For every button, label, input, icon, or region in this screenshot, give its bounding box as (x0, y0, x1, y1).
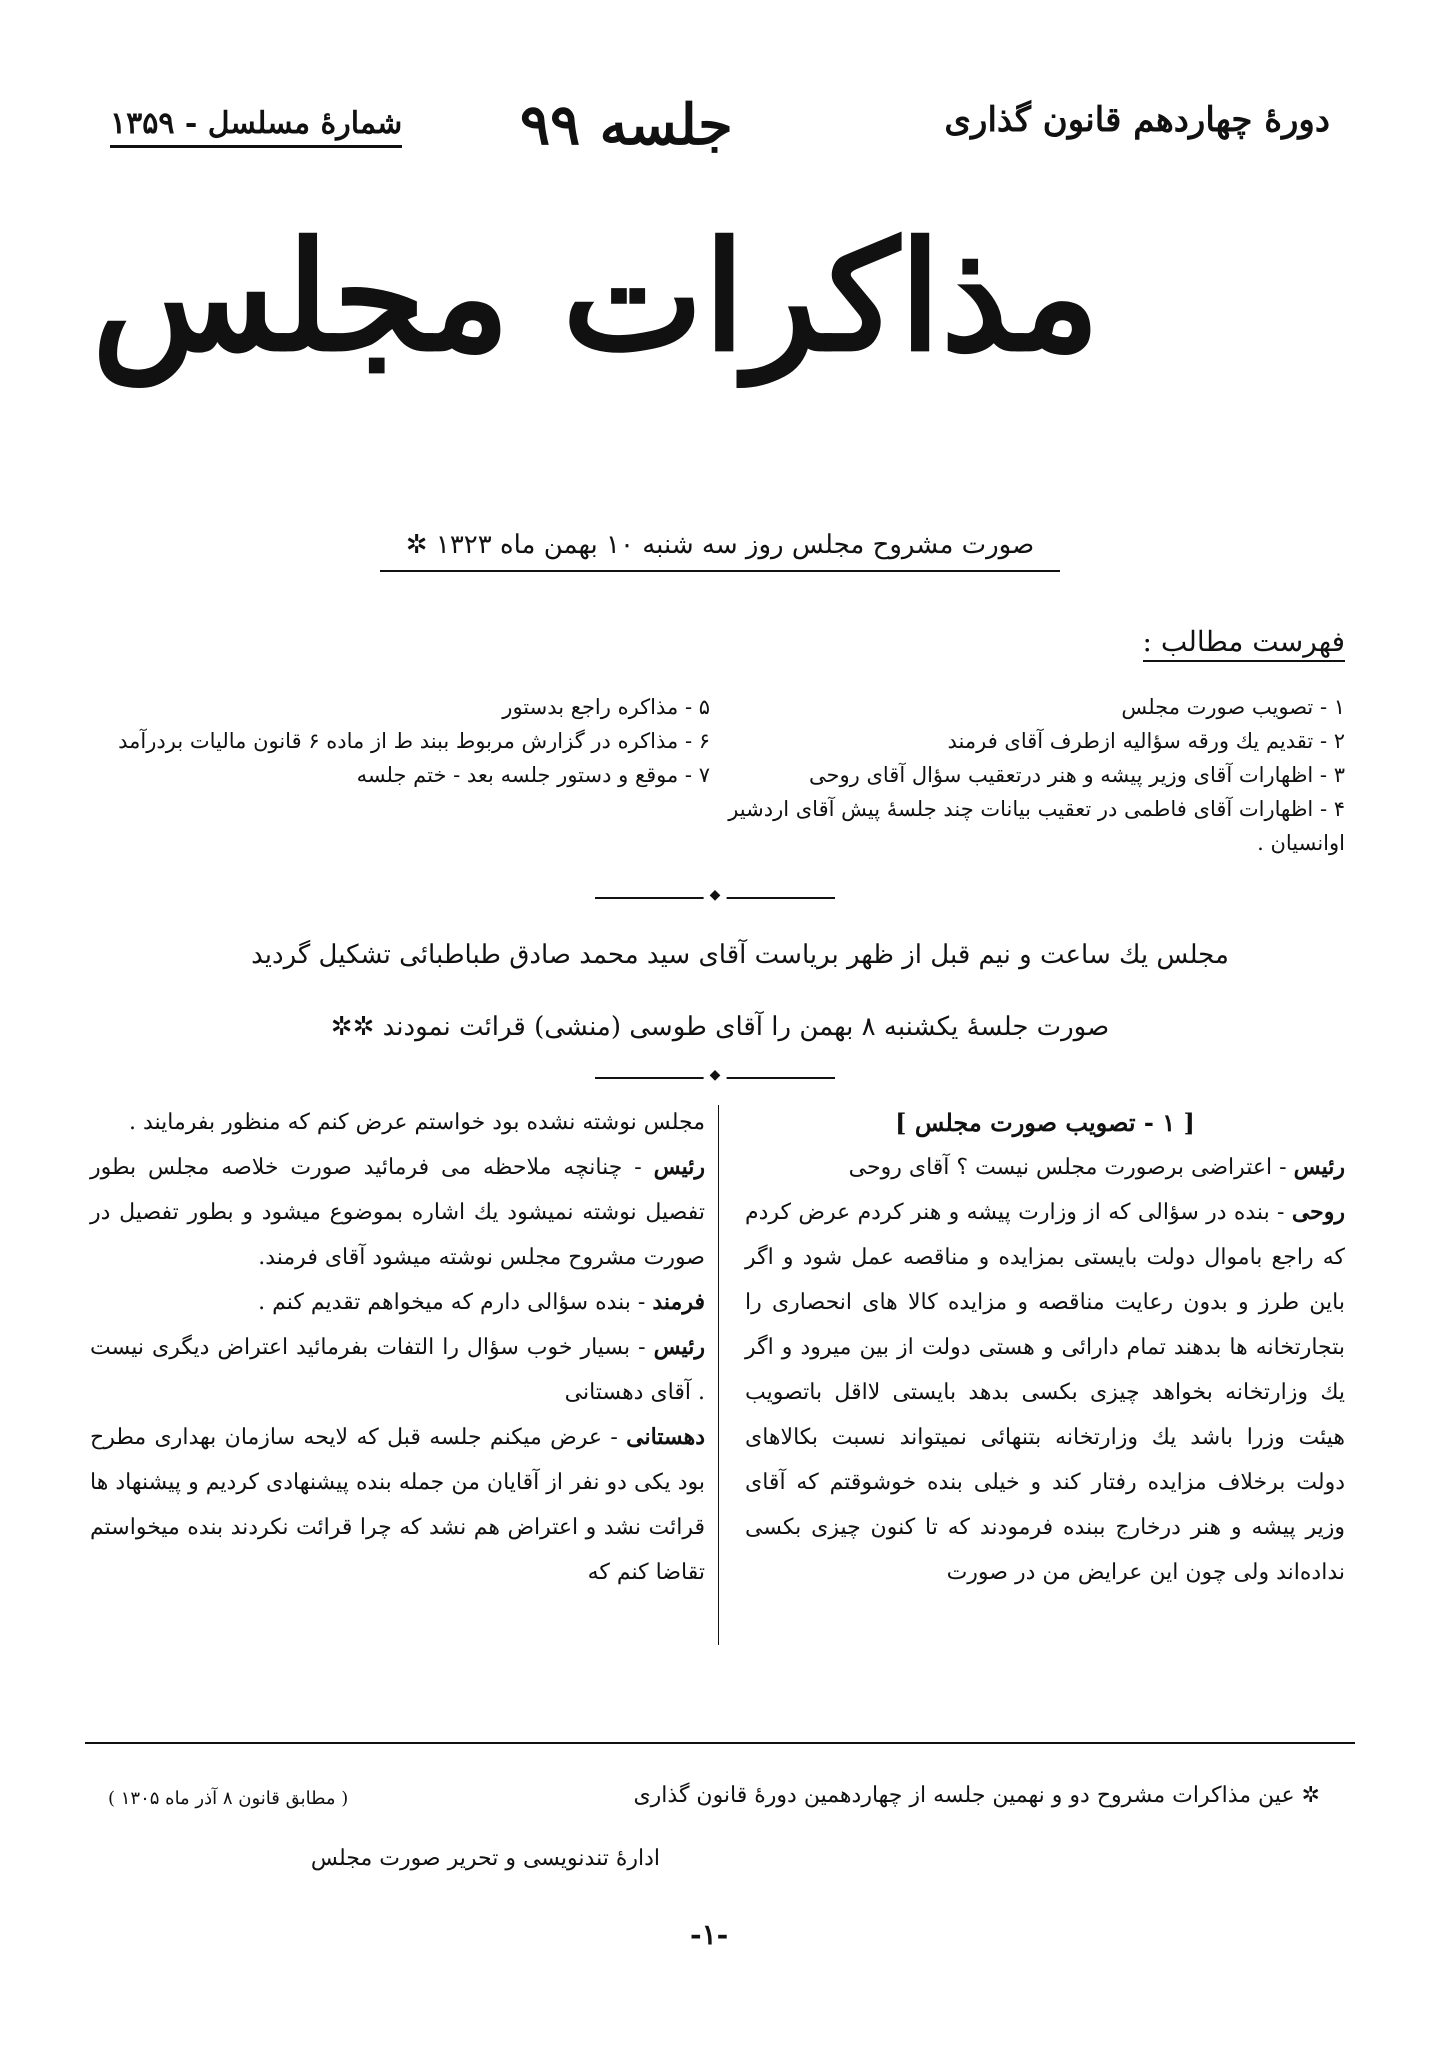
toc-column-right (725, 690, 1345, 860)
toc-column-left (80, 690, 710, 792)
text-column-right (745, 1100, 1345, 1595)
column-divider (718, 1105, 719, 1645)
speaker-name: رئیس (1293, 1154, 1345, 1180)
toc-item: ۲ - تقدیم یك ورقه سؤالیه ازطرف آقای فرمند (947, 729, 1345, 753)
serial-number: شمارهٔ مسلسل - ۱۳۵۹ (110, 106, 402, 148)
paragraph (90, 1145, 705, 1280)
speech-text: - اعتراضی برصورت مجلس نیست ؟ آقای روحی (848, 1155, 1294, 1180)
session-date-subtitle: صورت مشروح مجلس روز سه شنبه ۱۰ بهمن ماه ۱۳۲۳ ✲ (380, 530, 1060, 572)
toc-item: ۳ - اظهارات آقای وزیر پیشه و هنر درتعقیب سؤال آقای روحی (809, 763, 1345, 787)
page-number: -۱- (690, 1918, 729, 1951)
speech-text: - چنانچه ملاحظه می فرمائید صورت خلاصه مجلس بطور تفصیل نوشته نمیشود یك اشاره بموضوع میشود و بطور تفصیل در صورت مشروح مجلس نوشته میشود آقای فرمند. (90, 1155, 705, 1270)
session-number: جلسه ۹۹ (520, 92, 733, 158)
paragraph (745, 1145, 1345, 1190)
speech-text: - بنده در سؤالی که از وزارت پیشه و هنر کردم عرض کردم که راجع باموال دولت بایستی بمزایده و مناقصه عمل شود و اگر باین طرز و بدون رعایت مناقصه و مزایده کالا های انحصاری را بتجارتخانه ها بدهند تمام دارائی و هستی دولت از بین میرود و اگر یك وزارتخانه بخواهد چیزی بکسی بدهد بایستی لااقل باتصویب هیئت وزرا باشد یك وزارتخانه بتنهائی نمیتواند نسبت بکالاهای دولت برخلاف مزایده رفتار کند و خیلی بنده خوشوقتم که آقای وزیر پیشه و هنر درخارج ببنده فرمودند که تا کنون چیزی بکسی نداده‌اند ولی چون این عرایض من در صورت (745, 1200, 1345, 1585)
speech-text: - عرض میکنم جلسه قبل که لایحه سازمان بهداری مطرح بود یکی دو نفر از آقایان من جمله بنده پیشنهادی کردیم و پیشنهاد ها قرائت نشد و اعتراض هم نشد که چرا قرائت نکردند بنده میخواستم تقاضا کنم که (90, 1425, 705, 1585)
law-citation: ( مطابق قانون ۸ آذر ماه ۱۳۰۵ ) (108, 1788, 349, 1809)
toc-item: ۶ - مذاکره در گزارش مربوط ببند ط از ماده ۶ قانون مالیات بردرآمد (118, 729, 710, 753)
speaker-name: رئیس (653, 1154, 705, 1180)
toc-item: ۷ - موقع و دستور جلسه بعد - ختم جلسه (356, 763, 710, 787)
toc-item: ۴ - اظهارات آقای فاطمی در تعقیب بیانات چند جلسهٔ پیش آقای اردشیر اوانسیان . (728, 797, 1345, 855)
paragraph (90, 1415, 705, 1595)
section-title: [ ۱ - تصویب صورت مجلس ] (895, 1108, 1195, 1137)
speaker-name: فرمند (652, 1289, 705, 1315)
speech-text: مجلس نوشته نشده بود خواستم عرض کنم که منظور بفرمایند . (128, 1110, 705, 1135)
paragraph (90, 1280, 705, 1325)
opening-statement: مجلس یك ساعت و نیم قبل از ظهر بریاست آقای سید محمد صادق طباطبائی تشکیل گردید (251, 940, 1229, 970)
speaker-name: دهستانی (626, 1424, 705, 1450)
text-column-left (90, 1100, 705, 1595)
footer-rule (85, 1742, 1355, 1744)
paragraph (90, 1325, 705, 1415)
ornamental-divider (595, 897, 835, 899)
toc-item: ۵ - مذاکره راجع بدستور (502, 695, 710, 719)
footnote: ✲ عین مذاکرات مشروح دو و نهمین جلسه از چهاردهمین دورهٔ قانون گذاری (633, 1783, 1320, 1808)
speech-text: - بنده سؤالی دارم که میخواهم تقدیم کنم . (258, 1290, 653, 1315)
toc-item: ۱ - تصویب صورت مجلس (1121, 695, 1345, 719)
speech-text: - بسیار خوب سؤال را التفات بفرمائید اعتراض دیگری نیست . آقای دهستانی (90, 1335, 705, 1405)
toc-heading: فهرست مطالب : (1143, 625, 1345, 662)
paragraph (90, 1100, 705, 1145)
paragraph (745, 1190, 1345, 1595)
minutes-reading-statement: صورت جلسهٔ یکشنبه ۸ بهمن را آقای طوسی (منشی) قرائت نمودند ✲✲ (330, 1012, 1110, 1042)
ornamental-divider (595, 1077, 835, 1079)
speaker-name: رئیس (653, 1334, 705, 1360)
publication-title: مذاکرات مجلس (91, 209, 1100, 385)
department-credit: ادارهٔ تندنویسی و تحریر صورت مجلس (310, 1846, 660, 1871)
speaker-name: روحی (1291, 1199, 1345, 1225)
legislative-period-title: دورهٔ چهاردهم قانون گذاری (944, 100, 1330, 140)
